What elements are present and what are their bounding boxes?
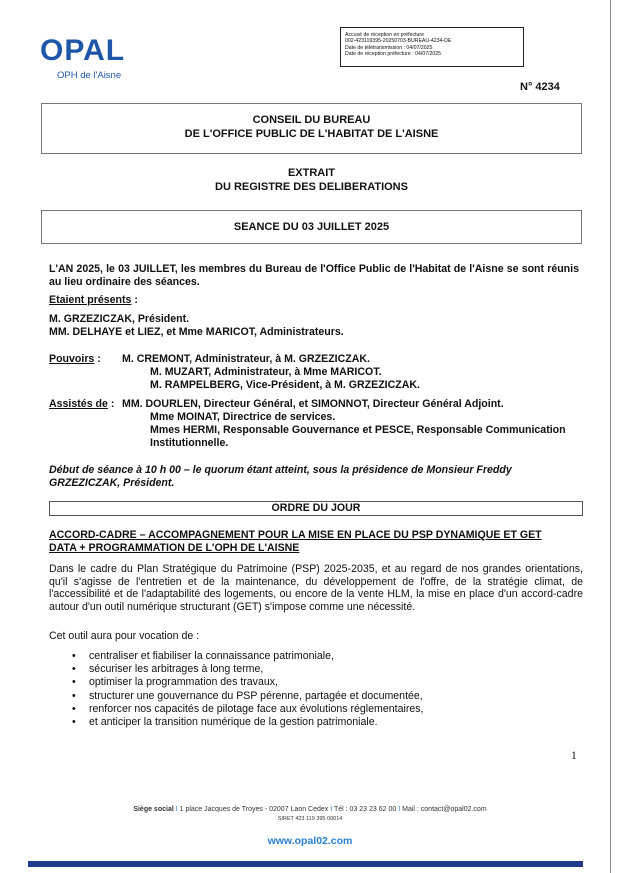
footer-mail: Mail : contact@opal02.com [402, 806, 487, 813]
list-item [72, 676, 572, 689]
logo-subtitle: OPH de l'Aisne [57, 70, 122, 81]
page-number: 1 [571, 750, 577, 762]
council-subtitle: DE L'OFFICE PUBLIC DE L'HABITAT DE L'AISNE [184, 128, 439, 140]
stamp-line: Date de télétransmission : 04/07/2025 [345, 44, 433, 51]
presents-line: M. GRZEZICZAK, Président. [49, 313, 190, 325]
list-item [72, 690, 572, 703]
extrait-title: EXTRAIT [287, 167, 336, 179]
footer-website-link[interactable]: www.opal02.com [267, 835, 353, 847]
pouvoirs-line: M. CREMONT, Administrateur, à M. GRZEZICZAK. [122, 353, 370, 365]
bullet-icon: • [72, 689, 76, 702]
list-item [72, 650, 572, 663]
footer-tel: Tél : 03 23 23 62 00 [334, 806, 397, 813]
paragraph-psp: Dans le cadre du Plan Stratégique du Patrimoine (PSP) 2025-2035, et au regard de nos grandes orientations, qu'il s'agisse de l'entretien et de la maintenance, du développement de l'offre, de la stratégie climat, de l'accessibilité et de l'adaptabilité des logements, ou encore de la vente HLM, la mise en place d'un accord-cadre autour d'un outil numérique structurant (GET) s'impose comme une nécessité. [49, 563, 583, 613]
page-edge-line [610, 0, 611, 873]
assistes-line: Mmes HERMI, Responsable Gouvernance et PESCE, Responsable Communication [150, 424, 566, 436]
list-item-text: sécuriser les arbitrages à long terme, [89, 663, 264, 676]
presents-colon: : [131, 294, 138, 306]
list-item-text: renforcer nos capacités de pilotage face aux évolutions réglementaires, [89, 702, 424, 715]
bullet-icon: • [72, 663, 76, 676]
debut-line: Début de séance à 10 h 00 – le quorum étant atteint, sous la présidence de Monsieur Freddy [49, 464, 512, 476]
list-item [72, 663, 572, 676]
list-item-text: centraliser et fiabiliser la connaissance patrimoniale, [89, 650, 334, 662]
list-item [72, 716, 572, 729]
list-item-text: et anticiper la transition numérique de la gestion patrimoniale. [89, 716, 378, 729]
seance-box: SEANCE DU 03 JUILLET 2025 [41, 210, 582, 244]
extrait-heading [41, 166, 582, 194]
intro-paragraph: L'AN 2025, le 03 JUILLET, les membres du Bureau de l'Office Public de l'Habitat de l'Aisne se sont réunis au lieu ordinaire des séances. [49, 263, 579, 288]
pouvoirs-line: M. MUZART, Administrateur, à Mme MARICOT. [150, 366, 382, 378]
ordre-du-jour-box: ORDRE DU JOUR [49, 501, 583, 516]
assistes-label-row [49, 398, 114, 411]
assistes-line: MM. DOURLEN, Directeur Général, et SIMONNOT, Directeur Général Adjoint. [122, 398, 504, 410]
document-number: N° 4234 [520, 81, 560, 93]
accord-title-line: DATA + PROGRAMMATION DE L'OPH DE L'AISNE [49, 541, 300, 554]
stamp-line: 002-423119395-20250703-BUREAU-4234-DE [345, 38, 452, 45]
list-item-text: structurer une gouvernance du PSP pérenne, partagée et documentée, [89, 689, 423, 702]
debut-line: GRZEZICZAK, Président. [49, 477, 175, 489]
extrait-subtitle: DU REGISTRE DES DELIBERATIONS [215, 181, 408, 193]
presents-line: MM. DELHAYE et LIEZ, et Mme MARICOT, Administrateurs. [49, 326, 344, 338]
assistes-label: Assistés de [49, 398, 108, 410]
footer-bar [28, 861, 583, 867]
list-item-text: optimiser la programmation des travaux, [89, 676, 279, 689]
footer-siret: SIRET 423 119 395 00014 [277, 816, 343, 822]
opal-logo [40, 34, 150, 84]
pouvoirs-line: M. RAMPELBERG, Vice-Président, à M. GRZEZICZAK. [150, 379, 420, 391]
council-title: CONSEIL DU BUREAU [252, 114, 371, 126]
presents-label: Etaient présents [49, 294, 132, 306]
bullet-icon: • [72, 716, 76, 729]
assistes-line: Mme MOINAT, Directrice de services. [150, 411, 336, 423]
council-header-box [41, 103, 582, 154]
vocation-list [72, 650, 572, 729]
paragraph-vocation: Cet outil aura pour vocation de : [49, 630, 200, 642]
bullet-icon: • [72, 650, 76, 662]
pouvoirs-label-row [49, 353, 101, 366]
pouvoirs-label: Pouvoirs [49, 353, 95, 365]
stamp-line: Date de réception préfecture : 04/07/2025 [345, 51, 442, 58]
pouvoirs-colon: : [94, 353, 101, 365]
footer-address: Siège social I 1 place Jacques de Troyes - 02007 Laon Cedex I Tél : 03 23 23 62 00 I Mail : contact@opal02.com [133, 806, 487, 813]
logo-name: OPAL [40, 34, 126, 67]
presents-label-row [49, 294, 138, 307]
assistes-colon: : [107, 398, 115, 410]
stamp-line: Accusé de réception en préfecture [345, 32, 425, 38]
accord-title-line: ACCORD-CADRE – ACCOMPAGNEMENT POUR LA MISE EN PLACE DU PSP DYNAMIQUE ET GET [49, 529, 542, 541]
footer-address-text: 1 place Jacques de Troyes - 02007 Laon Cedex [179, 806, 329, 813]
bullet-icon: • [72, 702, 76, 715]
footer-label: Siège social [133, 806, 174, 813]
list-item [72, 703, 572, 716]
prefecture-stamp [340, 27, 524, 67]
accord-cadre-title [49, 529, 583, 554]
assistes-line: Institutionnelle. [150, 437, 229, 449]
bullet-icon: • [72, 676, 76, 689]
